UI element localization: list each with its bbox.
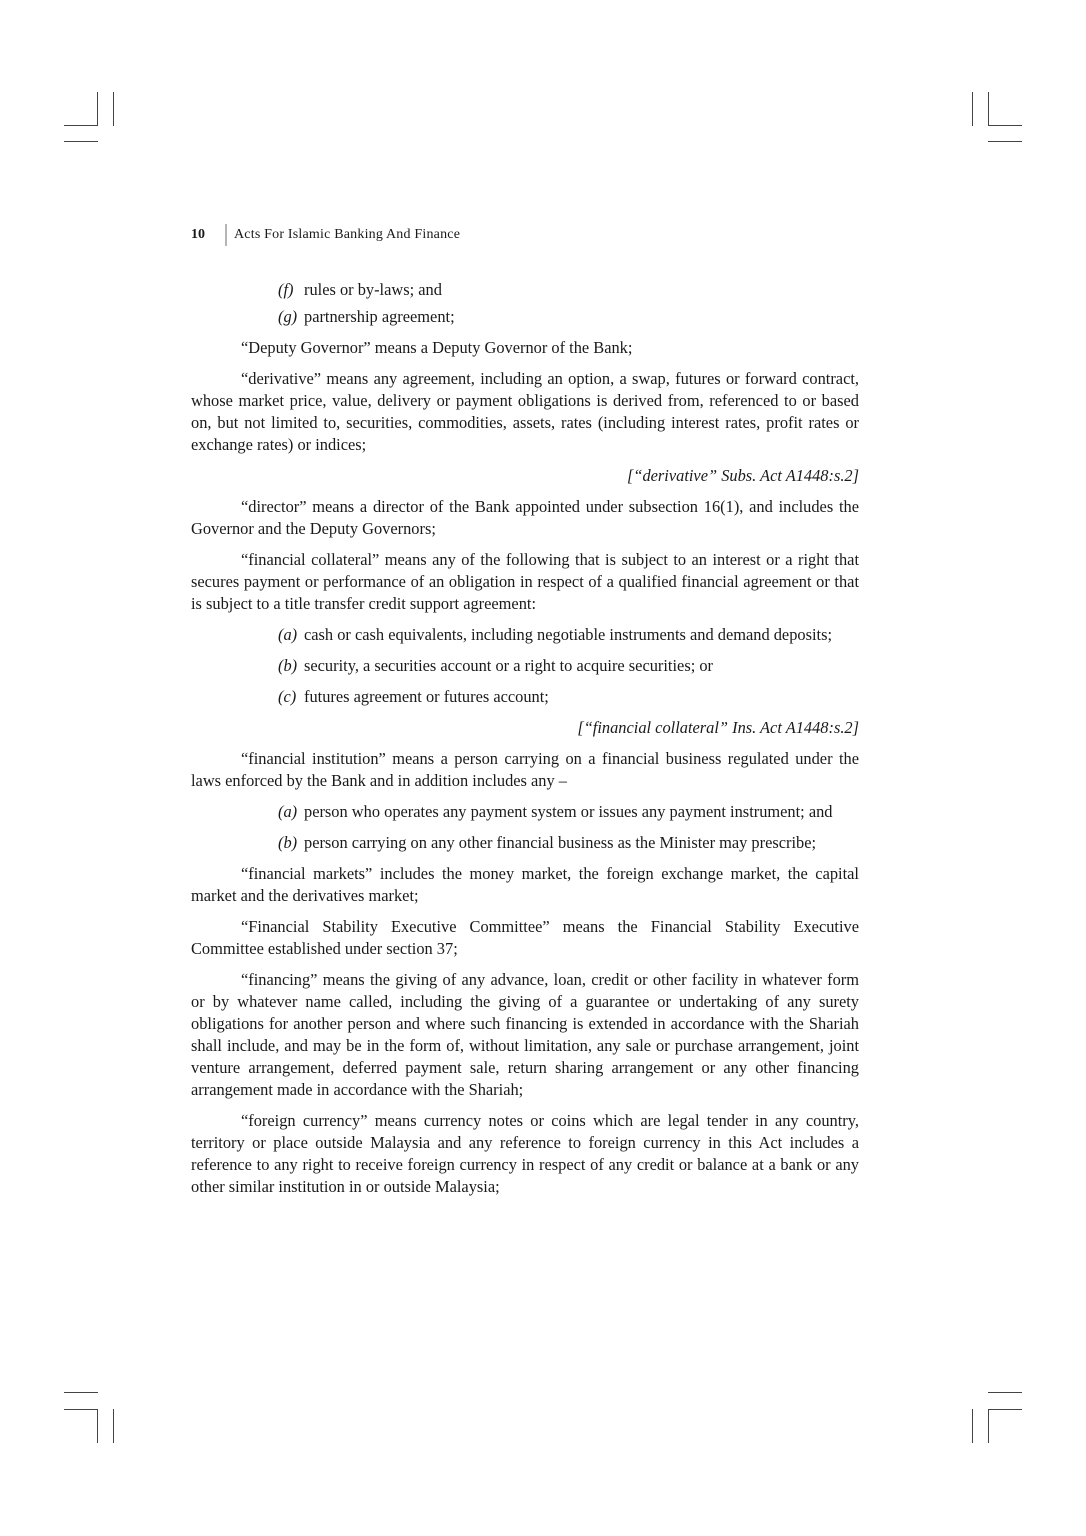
item-label: (b) (278, 656, 298, 675)
item-label: (c) (278, 687, 297, 706)
page-body (191, 279, 859, 1207)
item-text: person carrying on any other financial business as the Minister may prescribe; (304, 833, 817, 852)
item-text: cash or cash equivalents, including negotiable instruments and demand deposits; (304, 625, 833, 644)
item-label: (f) (278, 280, 294, 299)
page-number: 10 (191, 227, 205, 242)
definition-foreign-currency: “foreign currency” means currency notes or coins which are legal tender in any country, territory or place outside Malaysia and any reference to foreign currency in this Act includes a reference to any right to receive foreign currency in respect of any credit or balance at a bank or any other similar institution in or outside Malaysia; (191, 1111, 859, 1196)
amendment-note-financial-collateral: [“financial collateral” Ins. Act A1448:s.2] (577, 718, 859, 737)
definition-director: “director” means a director of the Bank appointed under subsection 16(1), and includes the Governor and the Deputy Governors; (191, 497, 859, 538)
item-label: (g) (278, 307, 298, 326)
item-text: futures agreement or futures account; (304, 687, 549, 706)
running-title: Acts For Islamic Banking And Finance (234, 227, 461, 242)
item-text: partnership agreement; (304, 307, 455, 326)
page-header (191, 224, 460, 246)
definition-financial-collateral: “financial collateral” means any of the following that is subject to an interest or a right that secures payment or performance of an obligation in respect of a qualified financial agreement or that is subject to a title transfer credit support agreement: (191, 550, 859, 613)
item-text: person who operates any payment system or issues any payment instrument; and (304, 802, 833, 821)
list-item (191, 832, 859, 854)
item-label: (b) (278, 833, 298, 852)
item-text: rules or by-laws; and (304, 280, 442, 299)
header-divider (225, 224, 227, 246)
item-label: (a) (278, 625, 298, 644)
list-item (191, 686, 859, 708)
definition-financial-institution: “financial institution” means a person carrying on a financial business regulated under the laws enforced by the Bank and in addition includes any – (191, 749, 859, 790)
list-item (191, 655, 859, 677)
item-text: security, a securities account or a right to acquire securities; or (304, 656, 713, 675)
item-label: (a) (278, 802, 298, 821)
list-item (191, 279, 859, 301)
definition-financing: “financing” means the giving of any advance, loan, credit or other facility in whatever form or by whatever name called, including the giving of a guarantee or undertaking of any surety obligations for another person and where such financing is extended in accordance with the Shariah shall include, and may be in the form of, without limitation, any sale or purchase arrangement, joint venture arrangement, deferred payment sale, return sharing arrangement or any other financing arrangement made in accordance with the Shariah; (191, 970, 859, 1099)
definition-financial-markets: “financial markets” includes the money market, the foreign exchange market, the capital market and the derivatives market; (191, 864, 859, 905)
list-item (191, 801, 859, 823)
definition-deputy-governor: “Deputy Governor” means a Deputy Governor of the Bank; (241, 338, 633, 357)
list-item (191, 306, 859, 328)
definition-derivative: “derivative” means any agreement, including an option, a swap, futures or forward contract, whose market price, value, delivery or payment obligations is derived from, referenced to or based on, but not limited to, securities, commodities, assets, rates (including interest rates, profit rates or exchange rates) or indices; (191, 369, 859, 454)
amendment-note-derivative: [“derivative” Subs. Act A1448:s.2] (626, 466, 859, 485)
list-item (191, 624, 859, 646)
definition-fsec: “Financial Stability Executive Committee” means the Financial Stability Executive Committee established under section 37; (191, 917, 859, 958)
